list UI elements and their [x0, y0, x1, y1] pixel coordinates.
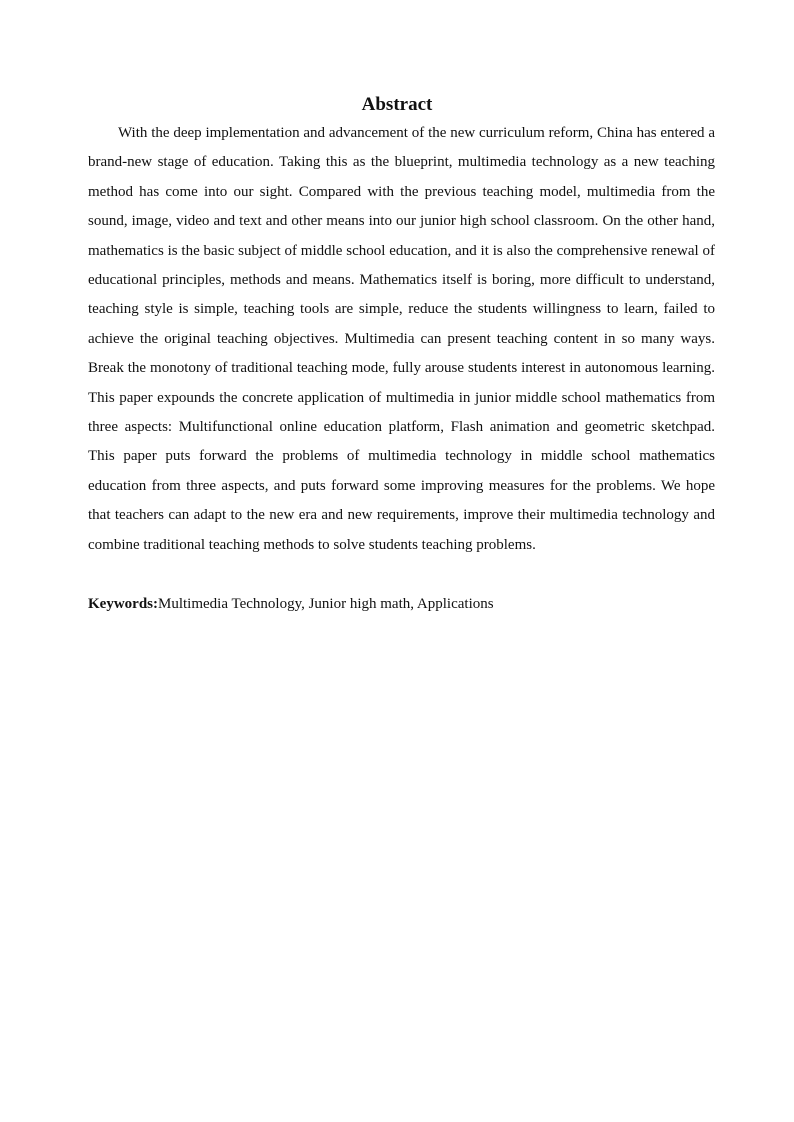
abstract-paragraph: With the deep implementation and advancement of the new curriculum reform, China has entered a brand-new stage of education. Taking this as the blueprint, multimedia technology as a new teaching method has come into our sight. Compared with the previous teaching model, multimedia from the sound, image, video and text and other means into our junior high school classroom. On the other hand, mathematics is the basic subject of middle school education, and it is also the comprehensive renewal of educational principles, methods and means. Mathematics itself is boring, more difficult to understand, teaching style is simple, teaching tools are simple, reduce the students willingness to learn, failed to achieve the original teaching objectives. Multimedia can present teaching content in so many ways. Break the monotony of traditional teaching mode, fully arouse students interest in autonomous learning. This paper expounds the concrete application of multimedia in junior middle school mathematics from three aspects: Multifunctional online education platform, Flash animation and geometric sketchpad. This paper puts forward the problems of multimedia technology in middle school mathematics education from three aspects, and puts forward some improving measures for the problems. We hope that teachers can adapt to the new era and new requirements, improve their multimedia technology and combine traditional teaching methods to solve students teaching problems. — [88, 125, 715, 553]
keywords-line — [88, 590, 715, 619]
keywords-text: Multimedia Technology, Junior high math, Applications — [158, 596, 494, 612]
keywords-label: Keywords: — [88, 596, 158, 612]
abstract-heading: Abstract — [361, 94, 433, 115]
